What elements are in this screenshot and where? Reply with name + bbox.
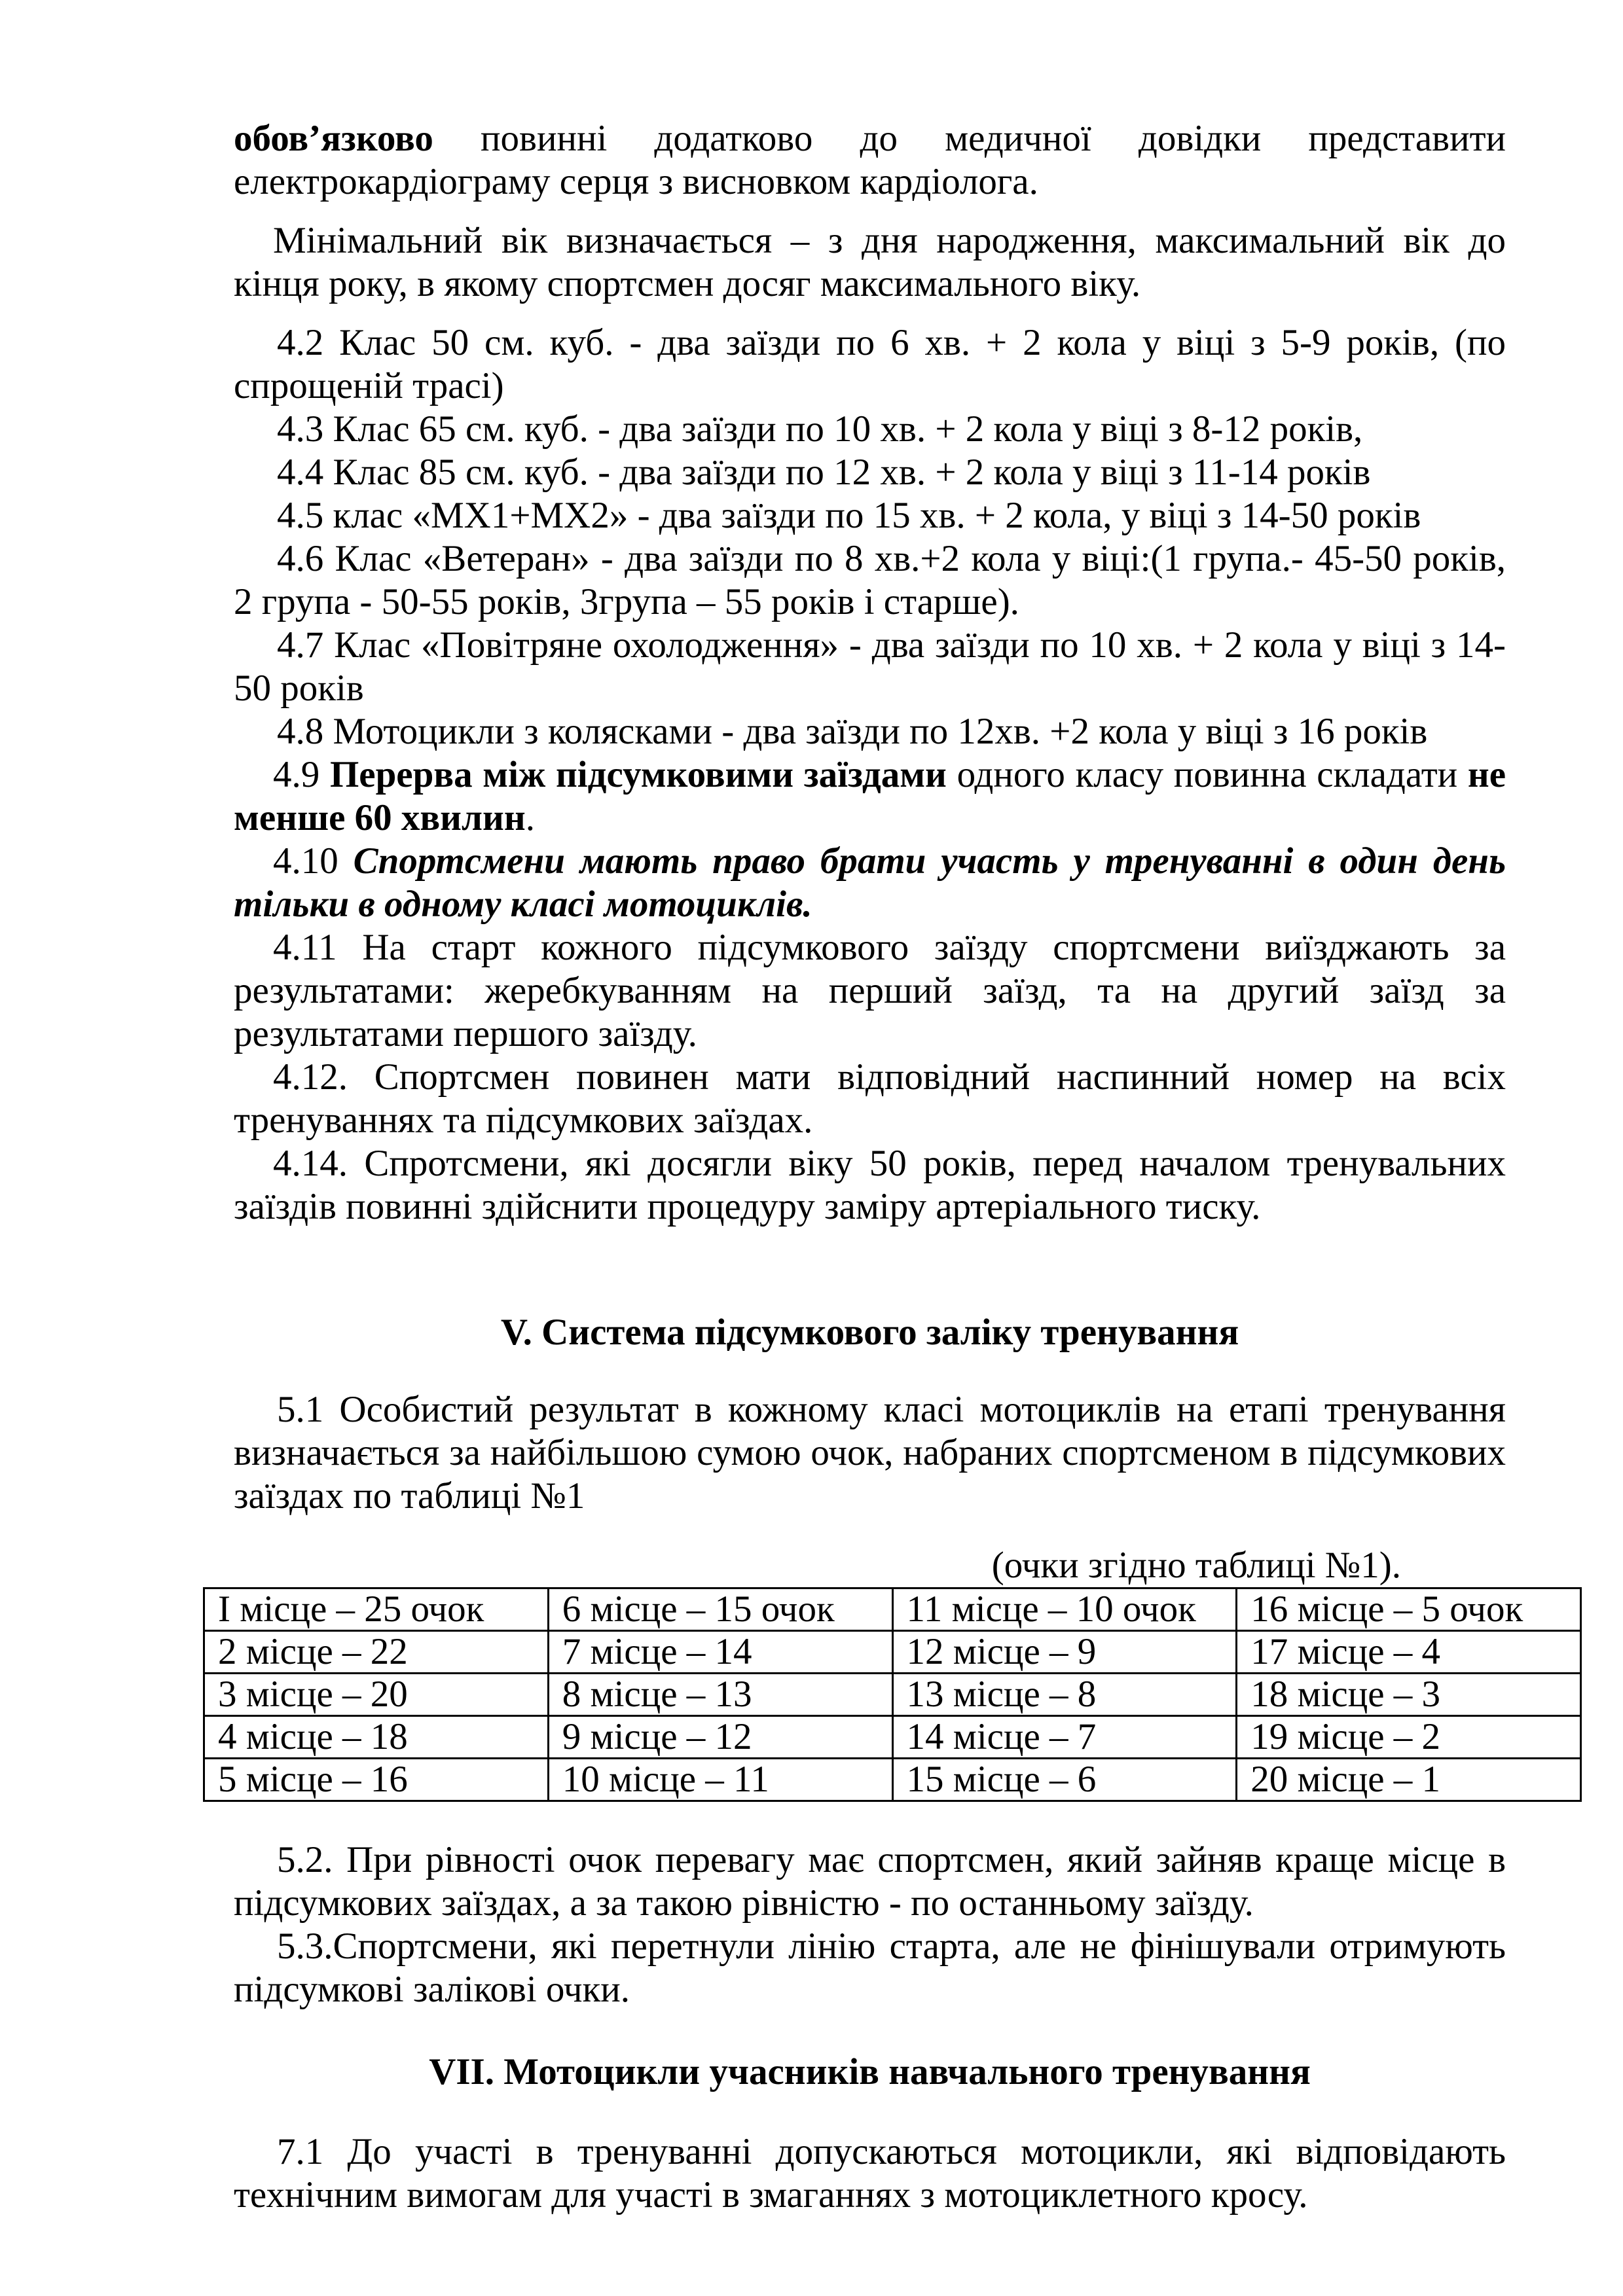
table-row bbox=[204, 1588, 1581, 1631]
table-cell: 9 місце – 12 bbox=[548, 1716, 892, 1759]
paragraph-ecg bbox=[234, 117, 1506, 204]
paragraph-4-6: 4.6 Клас «Ветеран» - два заїзди по 8 хв.+2 кола у віці:(1 група.- 45-50 років, 2 група - 50-55 років, 3група – 55 років і старше). bbox=[234, 538, 1506, 622]
table-cell: 2 місце – 22 bbox=[204, 1631, 549, 1674]
text: повинні додатково до медичної довідки представити електрокардіограму серця з висновком кардіолога. bbox=[234, 118, 1506, 202]
table-row bbox=[204, 1716, 1581, 1759]
points-table bbox=[203, 1587, 1582, 1802]
table-cell: 7 місце – 14 bbox=[548, 1631, 892, 1674]
paragraph-4-12: 4.12. Спортсмен повинен мати відповідний наспинний номер на всіх тренуваннях та підсумкових заїздах. bbox=[234, 1056, 1506, 1141]
table-cell: 10 місце – 11 bbox=[548, 1759, 892, 1801]
paragraph-4-10 bbox=[234, 840, 1506, 926]
paragraph-4-7: 4.7 Клас «Повітряне охолодження» - два заїзди по 10 хв. + 2 кола у віці з 14-50 років bbox=[234, 624, 1506, 709]
table-cell: I місце – 25 очок bbox=[204, 1588, 549, 1631]
paragraph-5-3: 5.3.Спортсмени, які перетнули лінію старта, але не фінішували отримують підсумкові залікові очки. bbox=[234, 1926, 1506, 2010]
table-cell: 4 місце – 18 bbox=[204, 1716, 549, 1759]
table-row bbox=[204, 1759, 1581, 1801]
section-heading-vii: VII. Мотоцикли учасників навчального тренування bbox=[429, 2051, 1311, 2092]
table-cell: 5 місце – 16 bbox=[204, 1759, 549, 1801]
text: 4.9 bbox=[273, 754, 330, 795]
table-cell: 14 місце – 7 bbox=[892, 1716, 1237, 1759]
text: . bbox=[525, 797, 535, 838]
paragraph-5-1: 5.1 Особистий результат в кожному класі мотоциклів на етапі тренування визначається за найбільшою сумою очок, набраних спортсменом в підсумкових заїздах по таблиці №1 bbox=[234, 1389, 1506, 1516]
table-note: (очки згідно таблиці №1). bbox=[991, 1545, 1401, 1586]
paragraph-4-4: 4.4 Клас 85 см. куб. - два заїзди по 12 хв. + 2 кола у віці з 11-14 років bbox=[277, 452, 1371, 493]
table-cell: 18 місце – 3 bbox=[1237, 1674, 1581, 1716]
table-cell: 6 місце – 15 очок bbox=[548, 1588, 892, 1631]
section-heading-v: V. Система підсумкового заліку тренування bbox=[500, 1312, 1239, 1353]
paragraph-4-8: 4.8 Мотоцикли з колясками - два заїзди по 12хв. +2 кола у віці з 16 років bbox=[277, 711, 1428, 752]
table-cell: 12 місце – 9 bbox=[892, 1631, 1237, 1674]
bold-text: обов’язково bbox=[234, 118, 433, 159]
document-page bbox=[218, 0, 1523, 2217]
table-cell: 11 місце – 10 очок bbox=[892, 1588, 1237, 1631]
paragraph-age: Мінімальний вік визначається – з дня народження, максимальний вік до кінця року, в якому спортсмен досяг максимального віку. bbox=[234, 220, 1506, 304]
paragraph-4-5: 4.5 клас «MX1+MX2» - два заїзди по 15 хв. + 2 кола, у віці з 14-50 років bbox=[277, 495, 1421, 536]
table-row bbox=[204, 1674, 1581, 1716]
table-cell: 17 місце – 4 bbox=[1237, 1631, 1581, 1674]
paragraph-4-3: 4.3 Клас 65 см. куб. - два заїзди по 10 хв. + 2 кола у віці з 8-12 років, bbox=[277, 408, 1363, 450]
bold-text: не менше 60 хвилин bbox=[234, 754, 1506, 838]
table-cell: 3 місце – 20 bbox=[204, 1674, 549, 1716]
table-cell: 13 місце – 8 bbox=[892, 1674, 1237, 1716]
text: 4.10 bbox=[273, 840, 354, 882]
table-cell: 19 місце – 2 bbox=[1237, 1716, 1581, 1759]
table-row bbox=[204, 1631, 1581, 1674]
bold-text: Перерва між підсумковими заїздами bbox=[329, 754, 947, 795]
paragraph-4-14: 4.14. Спротсмени, які досягли віку 50 років, перед началом тренувальних заїздів повинні здійснити процедуру заміру артеріального тиску. bbox=[234, 1143, 1506, 1227]
paragraph-7-1: 7.1 До участі в тренуванні допускаються мотоцикли, які відповідають технічним вимогам для участі в змаганнях з мотоциклетного кросу. bbox=[234, 2131, 1506, 2215]
table-cell: 16 місце – 5 очок bbox=[1237, 1588, 1581, 1631]
paragraph-5-2: 5.2. При рівності очок перевагу має спортсмен, який зайняв краще місце в підсумкових заїздах, а за такою рівністю - по останньому заїзду. bbox=[234, 1839, 1506, 1924]
bold-italic-text: Спортсмени мають право брати участь у тренуванні в один день тільки в одному класі мотоциклів. bbox=[234, 840, 1506, 925]
table-cell: 20 місце – 1 bbox=[1237, 1759, 1581, 1801]
table-cell: 8 місце – 13 bbox=[548, 1674, 892, 1716]
paragraph-4-11: 4.11 На старт кожного підсумкового заїзду спортсмени виїзджають за результатами: жеребкуванням на перший заїзд, та на другий заїзд за результатами першого заїзду. bbox=[234, 927, 1506, 1054]
paragraph-4-9 bbox=[234, 753, 1506, 840]
table-cell: 15 місце – 6 bbox=[892, 1759, 1237, 1801]
paragraph-4-2: 4.2 Клас 50 см. куб. - два заїзди по 6 хв. + 2 кола у віці з 5-9 років, (по спрощеній трасі) bbox=[234, 322, 1506, 406]
text: одного класу повинна складати bbox=[946, 754, 1468, 795]
